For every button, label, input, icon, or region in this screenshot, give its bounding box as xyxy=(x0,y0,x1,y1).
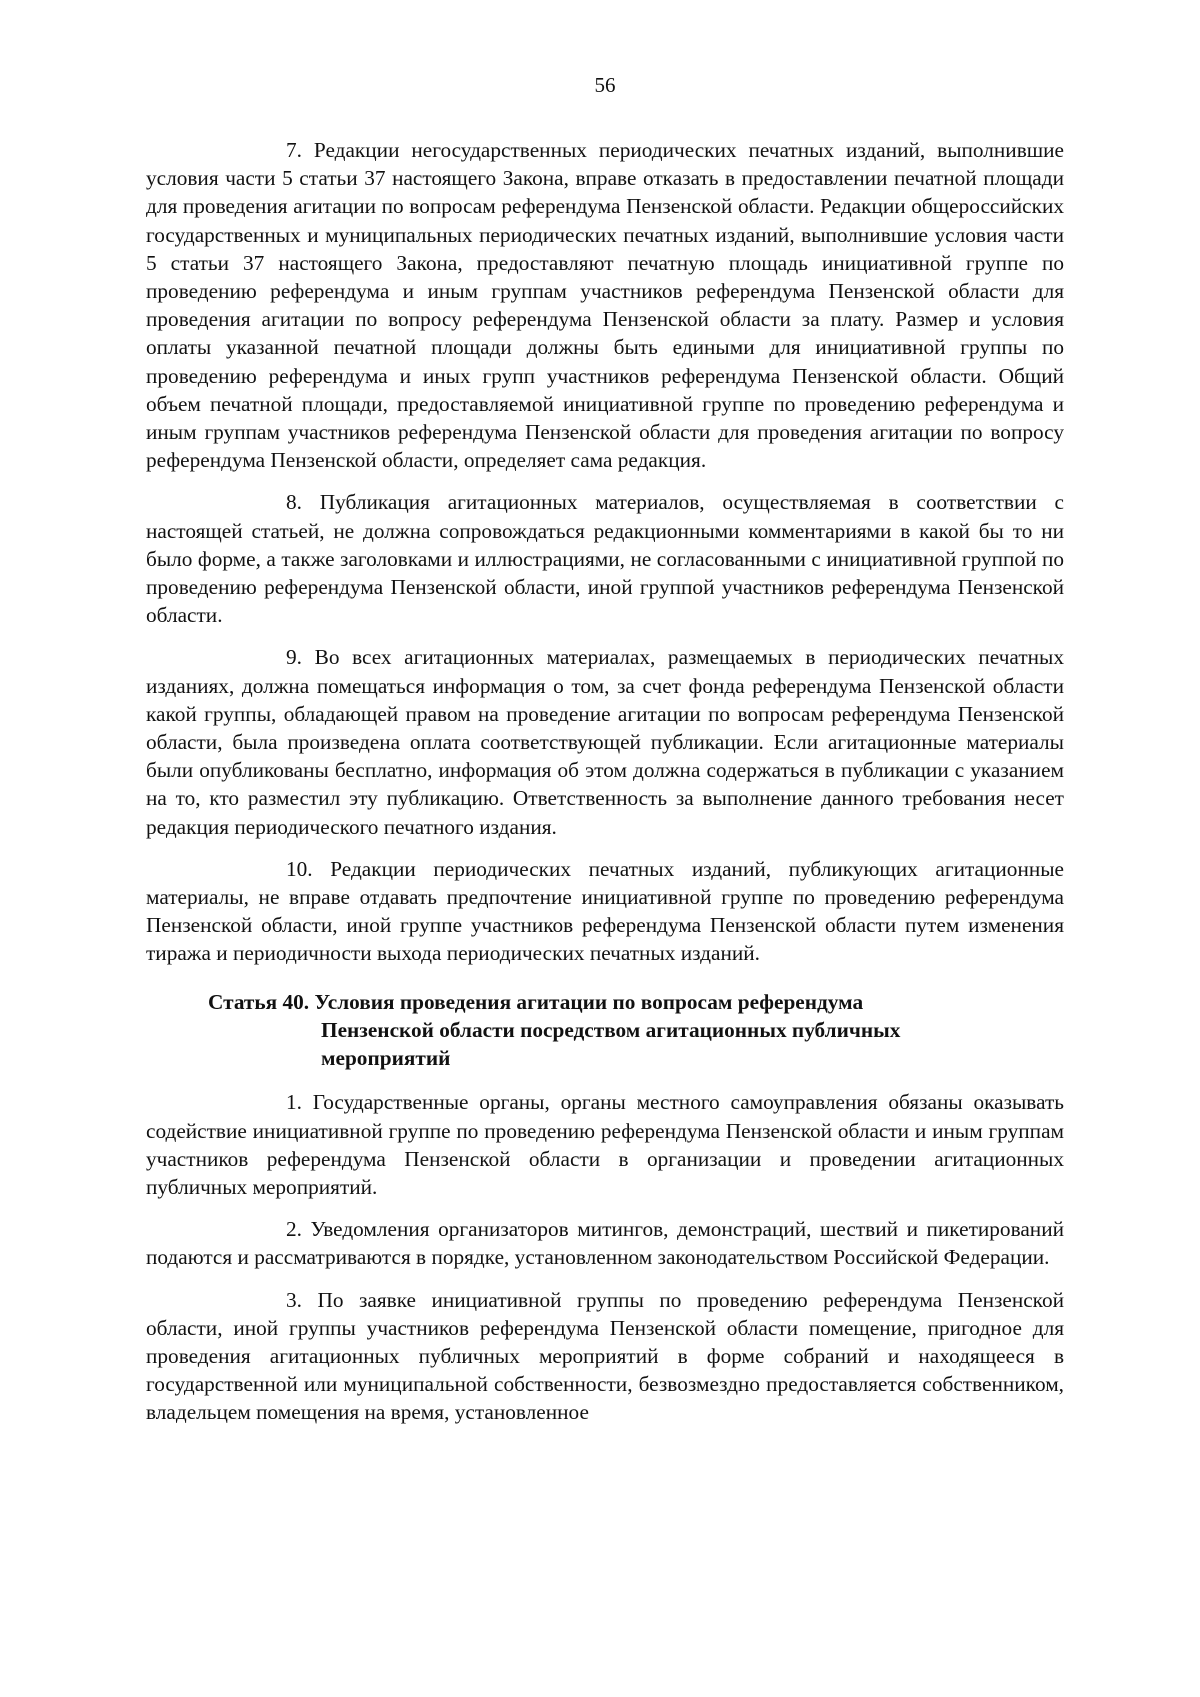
paragraph-7 xyxy=(146,136,1064,474)
document-page xyxy=(146,72,1064,1441)
paragraph-text: Государственные органы, органы местного самоуправления обязаны оказывать содействие инициативной группе по проведению референдума Пензенской области и иным группам участников референдума Пензенской области в организации и проведении агитационных публичных мероприятий. xyxy=(146,1090,1065,1199)
paragraph-number: 9. xyxy=(286,645,302,670)
paragraph-text: Редакции периодических печатных изданий, публикующих агитационные материалы, не вправе отдавать предпочтение инициативной группе по проведению референдума Пензенской области, иной группе участников референдума Пензенской области путем изменения тиража и периодичности выхода периодических печатных изданий. xyxy=(146,856,1064,966)
paragraph-number: 1. xyxy=(286,1090,302,1115)
article-heading xyxy=(146,988,1064,1073)
article-40-paragraph-3 xyxy=(146,1286,1064,1427)
paragraph-text: Редакции негосударственных периодических печатных изданий, выполнившие условия части 5 статьи 37 настоящего Закона, вправе отказать в предоставлении печатной площади для проведения агитации по вопросам референдума Пензенской области. Редакции общероссийских государственных и муниципальных периодических печатных изданий, выполнившие условия части 5 статьи 37 настоящего Закона, предоставляют печатную площадь инициативной группе по проведению референдума и иным группам участников референдума Пензенской области для проведения агитации по вопросу референдума Пензенской области за плату. Размер и условия оплаты указанной печатной площади должны быть едиными для инициативной группы по проведению референдума и иных групп участников референдума Пензенской области. Общий объем печатной площади, предоставляемой инициативной группе по проведению референдума и иным группам участников референдума Пензенской области для проведения агитации по вопросу референдума Пензенской области, определяет сама редакция. xyxy=(146,138,1064,473)
paragraph-number: 3. xyxy=(286,1287,302,1312)
article-title-line-2: Пензенской области посредством агитационных публичных xyxy=(321,1017,901,1042)
paragraph-number: 8. xyxy=(286,490,302,515)
paragraph-text: Во всех агитационных материалах, размещаемых в периодических печатных изданиях, должна помещаться информация о том, за счет фонда референдума Пензенской области какой группы, обладающей правом на проведение агитации по вопросам референдума Пензенской области, была произведена оплата соответствующей публикации. Если агитационные материалы были опубликованы бесплатно, информация об этом должна содержаться в публикации с указанием на то, кто разместил эту публикацию. Ответственность за выполнение данного требования несет редакция периодического печатного издания. xyxy=(146,645,1064,839)
paragraph-9 xyxy=(146,643,1064,840)
paragraph-number: 2. xyxy=(286,1217,302,1242)
article-title-line-3: мероприятий xyxy=(321,1046,451,1071)
paragraph-number: 7. xyxy=(286,138,302,162)
paragraph-text: По заявке инициативной группы по проведению референдума Пензенской области, иной группы участников референдума Пензенской области помещение, пригодное для проведения агитационных публичных мероприятий в форме собраний и находящееся в государственной или муниципальной собственности, безвозмездно предоставляется собственником, владельцем помещения на время, установленное xyxy=(146,1287,1064,1425)
paragraph-text: Уведомления организаторов митингов, демонстраций, шествий и пикетирований подаются и рассматриваются в порядке, установленном законодательством Российской Федерации. xyxy=(146,1217,1064,1270)
article-title-line-1: Условия проведения агитации по вопросам референдума xyxy=(314,989,864,1014)
paragraph-text: Публикация агитационных материалов, осуществляемая в соответствии с настоящей статьей, не должна сопровождаться редакционными комментариями в какой бы то ни было форме, а также заголовками и иллюстрациями, не согласованными с инициативной группой по проведению референдума Пензенской области, иной группой участников референдума Пензенской области. xyxy=(146,490,1065,628)
paragraph-number: 10. xyxy=(286,856,313,881)
paragraph-10 xyxy=(146,855,1064,968)
article-label: Статья 40. xyxy=(208,989,310,1014)
page-number: 56 xyxy=(594,73,616,97)
article-40-paragraph-2 xyxy=(146,1215,1064,1271)
article-40-paragraph-1 xyxy=(146,1088,1064,1201)
article-heading-line-1 xyxy=(208,988,1064,1016)
paragraph-8 xyxy=(146,488,1064,629)
